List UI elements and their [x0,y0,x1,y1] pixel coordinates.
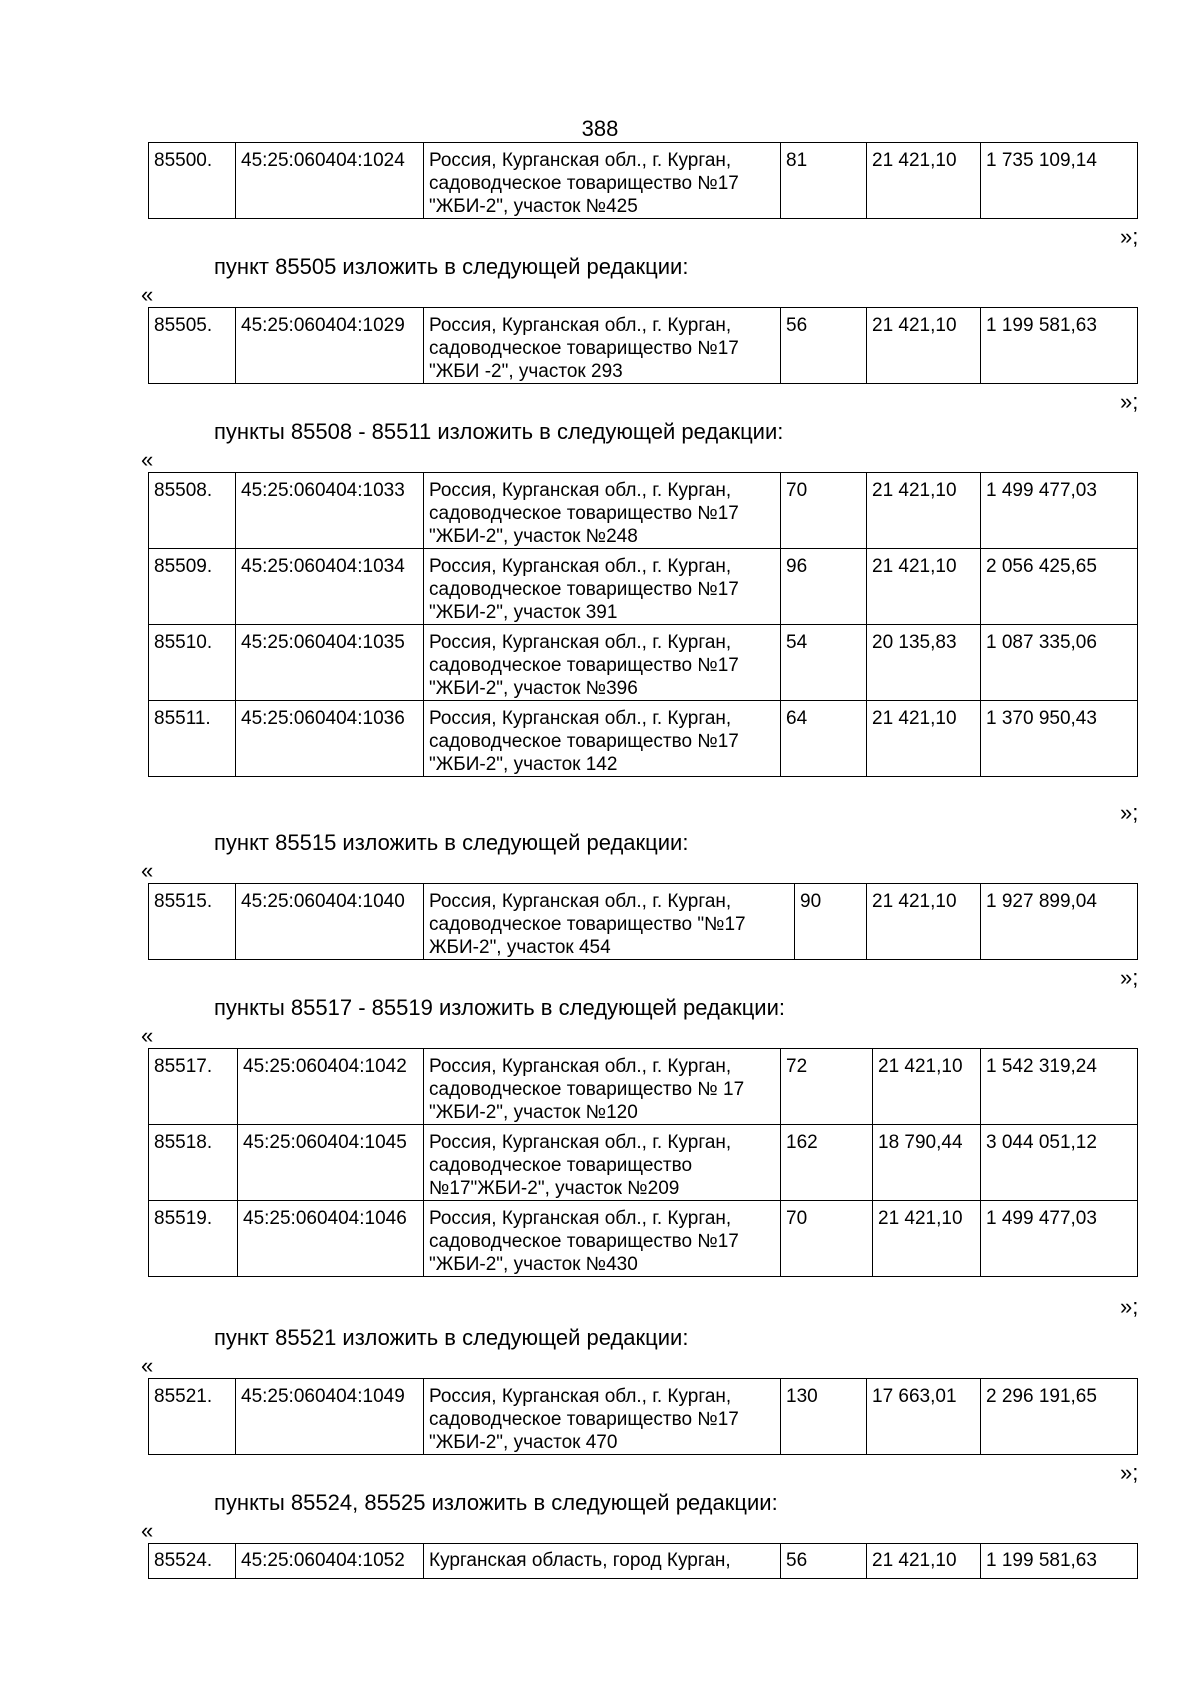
table-row [149,549,1138,625]
cadastral-number: 45:25:060404:1033 [236,473,424,549]
rate: 21 421,10 [867,308,981,384]
address: Россия, Курганская обл., г. Курган, садоводческое товарищество №17 "ЖБИ-2", участок №425 [424,143,781,219]
amendment-heading: пункт 85521 изложить в следующей редакции: [214,1325,689,1350]
land-plot-table [148,1048,1138,1277]
rate: 21 421,10 [867,143,981,219]
opening-quote: « [141,1518,154,1543]
land-plot-table [148,142,1138,219]
rate: 21 421,10 [867,1544,981,1579]
rate: 20 135,83 [867,625,981,701]
cadastral-number: 45:25:060404:1052 [236,1544,424,1579]
closing-quote: »; [1120,224,1139,249]
rate: 21 421,10 [873,1049,981,1125]
row-number: 85510. [149,625,236,701]
row-number: 85519. [149,1201,238,1277]
address: Россия, Курганская обл., г. Курган, садоводческое товарищество №17 "ЖБИ-2", участок №396 [424,625,781,701]
cadastral-number: 45:25:060404:1035 [236,625,424,701]
cadastral-number: 45:25:060404:1040 [236,884,424,960]
address: Россия, Курганская обл., г. Курган, садоводческое товарищество №17"ЖБИ-2", участок №209 [424,1125,781,1201]
cadastral-number: 45:25:060404:1042 [238,1049,424,1125]
row-number: 85511. [149,701,236,777]
table-row [149,143,1138,219]
area: 72 [781,1049,873,1125]
table-row [149,473,1138,549]
land-plot-table [148,883,1138,960]
area: 162 [781,1125,873,1201]
amendment-heading: пункты 85517 - 85519 изложить в следующей редакции: [214,995,786,1020]
address: Россия, Курганская обл., г. Курган, садоводческое товарищество № 17 "ЖБИ-2", участок №120 [424,1049,781,1125]
table-row [149,1125,1138,1201]
row-number: 85524. [149,1544,236,1579]
cadastral-number: 45:25:060404:1024 [236,143,424,219]
cadastral-value: 1 927 899,04 [981,884,1138,960]
table-row [149,884,1138,960]
row-number: 85508. [149,473,236,549]
address: Курганская область, город Курган, [424,1544,781,1579]
address: Россия, Курганская обл., г. Курган, садоводческое товарищество №17 "ЖБИ -2", участок 293 [424,308,781,384]
row-number: 85505. [149,308,236,384]
closing-quote: »; [1120,800,1139,825]
table-row [149,701,1138,777]
amendment-heading: пункт 85505 изложить в следующей редакции: [214,254,689,279]
address: Россия, Курганская обл., г. Курган, садоводческое товарищество №17 "ЖБИ-2", участок 142 [424,701,781,777]
row-number: 85509. [149,549,236,625]
row-number: 85500. [149,143,236,219]
cadastral-number: 45:25:060404:1049 [236,1379,424,1455]
area: 54 [781,625,867,701]
cadastral-value: 1 370 950,43 [981,701,1138,777]
area: 56 [781,308,867,384]
cadastral-number: 45:25:060404:1045 [238,1125,424,1201]
closing-quote: »; [1120,965,1139,990]
closing-quote: »; [1120,1294,1139,1319]
cadastral-value: 2 296 191,65 [981,1379,1138,1455]
rate: 21 421,10 [873,1201,981,1277]
opening-quote: « [141,858,154,883]
cadastral-value: 2 056 425,65 [981,549,1138,625]
cadastral-value: 1 735 109,14 [981,143,1138,219]
rate: 21 421,10 [867,701,981,777]
opening-quote: « [141,447,154,472]
address: Россия, Курганская обл., г. Курган, садоводческое товарищество №17 "ЖБИ-2", участок 391 [424,549,781,625]
rate: 17 663,01 [867,1379,981,1455]
area: 96 [781,549,867,625]
cadastral-value: 1 499 477,03 [981,1201,1138,1277]
amendment-heading: пункты 85508 - 85511 изложить в следующей редакции: [214,419,784,444]
rate: 21 421,10 [867,473,981,549]
table-row [149,1049,1138,1125]
rate: 21 421,10 [867,549,981,625]
land-plot-table [148,472,1138,777]
area: 64 [781,701,867,777]
address: Россия, Курганская обл., г. Курган, садоводческое товарищество №17 "ЖБИ-2", участок №248 [424,473,781,549]
cadastral-value: 1 542 319,24 [981,1049,1138,1125]
land-plot-table [148,1378,1138,1455]
cadastral-number: 45:25:060404:1046 [238,1201,424,1277]
table-row [149,1201,1138,1277]
area: 130 [781,1379,867,1455]
table-row [149,308,1138,384]
cadastral-number: 45:25:060404:1034 [236,549,424,625]
row-number: 85521. [149,1379,236,1455]
cadastral-number: 45:25:060404:1036 [236,701,424,777]
opening-quote: « [141,282,154,307]
page-number: 388 [581,116,619,141]
opening-quote: « [141,1353,154,1378]
row-number: 85515. [149,884,236,960]
amendment-heading: пункт 85515 изложить в следующей редакции: [214,830,689,855]
cadastral-value: 1 499 477,03 [981,473,1138,549]
row-number: 85518. [149,1125,238,1201]
closing-quote: »; [1120,389,1139,414]
table-row [149,1544,1138,1579]
cadastral-value: 1 199 581,63 [981,1544,1138,1579]
cadastral-value: 1 087 335,06 [981,625,1138,701]
cadastral-number: 45:25:060404:1029 [236,308,424,384]
land-plot-table [148,1543,1138,1579]
table-row [149,1379,1138,1455]
address: Россия, Курганская обл., г. Курган, садоводческое товарищество "№17 ЖБИ-2", участок 454 [424,884,795,960]
rate: 18 790,44 [873,1125,981,1201]
area: 56 [781,1544,867,1579]
address: Россия, Курганская обл., г. Курган, садоводческое товарищество №17 "ЖБИ-2", участок 470 [424,1379,781,1455]
rate: 21 421,10 [867,884,981,960]
area: 70 [781,473,867,549]
area: 90 [795,884,867,960]
area: 81 [781,143,867,219]
area: 70 [781,1201,873,1277]
closing-quote: »; [1120,1460,1139,1485]
address: Россия, Курганская обл., г. Курган, садоводческое товарищество №17 "ЖБИ-2", участок №430 [424,1201,781,1277]
cadastral-value: 3 044 051,12 [981,1125,1138,1201]
land-plot-table [148,307,1138,384]
amendment-heading: пункты 85524, 85525 изложить в следующей редакции: [214,1490,778,1515]
table-row [149,625,1138,701]
opening-quote: « [141,1023,154,1048]
cadastral-value: 1 199 581,63 [981,308,1138,384]
row-number: 85517. [149,1049,238,1125]
